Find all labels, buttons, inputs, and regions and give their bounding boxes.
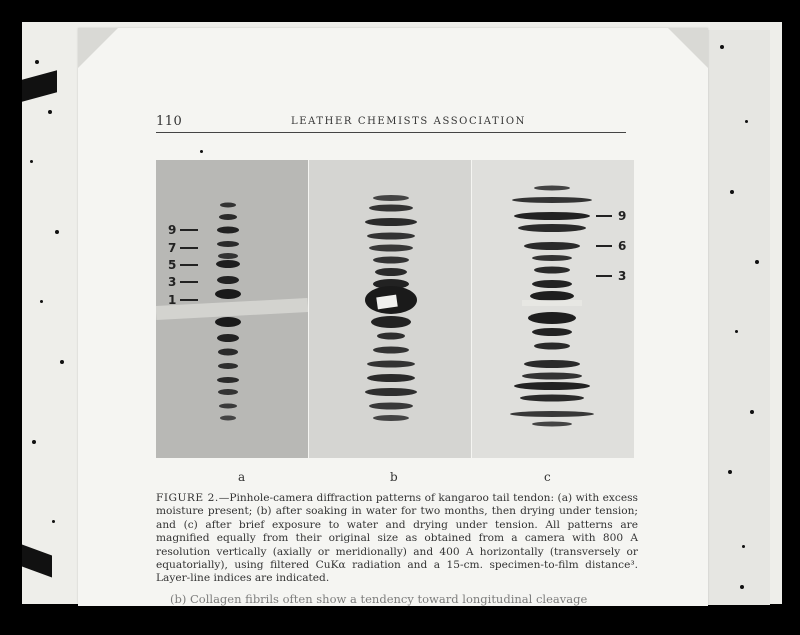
layer-index-c-1: 6 bbox=[618, 239, 627, 253]
layer-index-a-3: 3 bbox=[168, 275, 177, 289]
layer-index-a-4: 1 bbox=[168, 293, 177, 307]
diffraction-pattern-a bbox=[156, 160, 308, 458]
caption-lead: FIGURE 2. bbox=[156, 492, 219, 504]
continued-body-text: (b) Collagen fibrils often show a tendency toward longitudinal cleavage bbox=[170, 592, 588, 606]
journal-title: LEATHER CHEMISTS ASSOCIATION bbox=[291, 116, 527, 127]
layer-index-markers-c bbox=[596, 209, 626, 283]
panel-label-a: a bbox=[238, 470, 246, 484]
diffraction-pattern-c bbox=[472, 160, 634, 458]
layer-lines-c bbox=[510, 186, 594, 427]
diffraction-pattern-b bbox=[309, 160, 471, 458]
layer-index-c-2: 3 bbox=[618, 269, 627, 283]
plate-edge bbox=[700, 30, 770, 605]
layer-index-c-0: 9 bbox=[618, 209, 627, 223]
panel-label-c: c bbox=[544, 470, 551, 484]
page-header bbox=[156, 114, 626, 133]
layer-lines-b bbox=[365, 195, 417, 421]
layer-index-a-2: 5 bbox=[168, 258, 177, 272]
layer-index-a-0: 9 bbox=[168, 223, 177, 237]
diffraction-panel-b bbox=[309, 160, 471, 458]
diffraction-panel-a bbox=[156, 160, 308, 458]
panel-label-b: b bbox=[390, 470, 398, 484]
layer-index-markers-a bbox=[168, 223, 198, 307]
page-corner-fold-right bbox=[668, 28, 708, 68]
page-number: 110 bbox=[156, 114, 183, 129]
layer-lines-a bbox=[156, 203, 308, 421]
diffraction-panel-c bbox=[472, 160, 634, 458]
figure-caption bbox=[156, 492, 638, 586]
page-corner-fold bbox=[78, 28, 118, 68]
caption-text: —Pinhole-camera diffraction patterns of kangaroo tail tendon: (a) with excess moisture present; (b) after soaking in water for two months, then drying under tension; and (c) after brief exposure to water and drying under tension. All patterns are magnified equally from their original size as obtained from a camera with 800 A resolution vertically (axially or meridionally) and 400 A horizontally (transversely or equatorially), using filtered CuKα radiation and a 15-cm. specimen-to-film distance³. Layer-line indices are indicated. bbox=[156, 492, 638, 585]
layer-index-a-1: 7 bbox=[168, 241, 177, 255]
